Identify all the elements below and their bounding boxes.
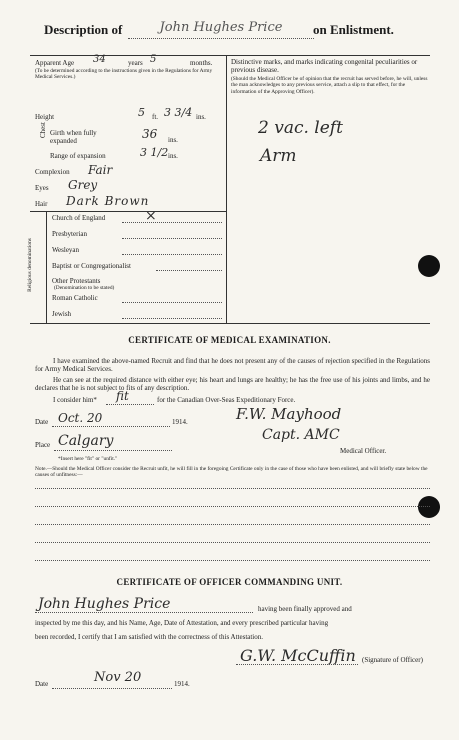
unfitness-line [35, 542, 430, 543]
signature-line [236, 664, 358, 665]
years-label: years [128, 59, 143, 67]
date-line [52, 426, 170, 427]
chest-label: Chest [39, 122, 47, 138]
medical-certificate-heading: CERTIFICATE OF MEDICAL EXAMINATION. [128, 335, 331, 345]
recruit-name: John Hughes Price [159, 20, 283, 35]
commanding-para-line-2: inspected by me this day, and his Name, Age, Date of Attestation, and every prescribed particular having [35, 619, 329, 627]
insert-note: *Insert here "fit" or "unfit." [58, 456, 118, 462]
apparent-age-label: Apparent Age [35, 59, 75, 67]
religion-top-rule [30, 211, 226, 212]
dotted-line [122, 302, 222, 303]
fit-value: fit [116, 389, 129, 403]
age-note: (To be determined according to the instructions given in the Regulations for Army Medical Services.) [35, 68, 213, 81]
medical-date-value: Oct. 20 [58, 411, 103, 425]
expansion-unit: ins. [168, 152, 178, 160]
medical-para-1: I have examined the above-named Recruit and find that he does not present any of the causes of rejection specified in the Regulations for Army Medical Services. [35, 357, 430, 373]
section-rule [30, 323, 430, 324]
religion-group-label: Religious denominations [27, 238, 33, 292]
consider-prefix: I consider him* [53, 396, 97, 404]
religion-other-note: (Denomination to be stated) [54, 285, 115, 291]
distinctive-marks-note: (Should the Medical Officer be of opinion that the recruit has served before, he will, unless the man acknowledges to any previous service, attach a slip to that effect, for the information of the Approving Officer). [231, 76, 428, 95]
name-line [128, 38, 314, 39]
complexion-label: Complexion [35, 168, 70, 176]
commanding-recruit-name: John Hughes Price [38, 596, 171, 612]
commanding-year: 1914. [174, 680, 190, 688]
medical-officer-label: Medical Officer. [340, 447, 387, 455]
distinctive-marks-heading: Distinctive marks, and marks indicating congenital peculiarities or previous disease. [231, 58, 418, 74]
title-suffix: on Enlistment. [313, 22, 394, 37]
dotted-line [122, 238, 222, 239]
expansion-value: 3 1/2 [140, 146, 169, 159]
punch-hole [418, 255, 440, 277]
age-months-value: 5 [150, 54, 157, 65]
having-text: having been finally approved and [258, 605, 352, 613]
height-ins-label: ins. [196, 113, 206, 121]
religion-divider [46, 211, 47, 323]
medical-signature-2: Capt. AMC [262, 427, 340, 443]
recruit-name-line [35, 612, 253, 613]
height-ft-label: ft. [152, 113, 159, 121]
commanding-signature: G.W. McCuffin [240, 646, 356, 665]
commanding-certificate-heading: CERTIFICATE OF OFFICER COMMANDING UNIT. [116, 577, 343, 587]
girth-label: Girth when fully expanded [50, 129, 97, 145]
title-prefix: Description of [44, 22, 123, 37]
medical-note: Note.—Should the Medical Officer consider the Recruit unfit, he will fill in the foregoing Certificate only in the case of those who have been enlisted, and will briefly state below the causes of unfitness:— [35, 466, 428, 479]
distinctive-mark-1: 2 vac. left [258, 118, 343, 138]
age-years-value: 34 [93, 54, 106, 65]
dotted-line [156, 270, 222, 271]
unfitness-line [35, 506, 430, 507]
dotted-line [122, 254, 222, 255]
girth-unit: ins. [168, 136, 178, 144]
girth-value: 36 [142, 127, 158, 141]
hair-value: Dark Brown [66, 194, 150, 208]
religion-baptist: Baptist or Congregationalist [52, 262, 131, 270]
place-value: Calgary [58, 433, 114, 449]
religion-other-protestants: Other Protestants [52, 277, 101, 285]
commanding-para-line-3: been recorded, I certify that I am satisfied with the correctness of this Attestation. [35, 633, 264, 641]
place-label: Place [35, 441, 51, 449]
signature-of-officer-label: (Signature of Officer) [362, 656, 423, 664]
unfitness-line [35, 524, 430, 525]
religion-jewish: Jewish [52, 310, 72, 318]
dotted-line [122, 318, 222, 319]
height-feet-value: 5 [138, 106, 145, 119]
medical-signature-1: F.W. Mayhood [236, 405, 342, 423]
commanding-date-label: Date [35, 680, 49, 688]
religion-selected-mark: × [145, 208, 157, 224]
hair-label: Hair [35, 200, 48, 208]
medical-year: 1914. [172, 418, 188, 426]
fit-line [106, 404, 154, 405]
commanding-date-value: Nov 20 [94, 670, 142, 685]
religion-roman-catholic: Roman Catholic [52, 294, 98, 302]
distinctive-mark-2: Arm [260, 146, 297, 166]
eyes-label: Eyes [35, 184, 49, 192]
complexion-value: Fair [88, 163, 113, 177]
medical-date-label: Date [35, 418, 49, 426]
religion-presbyterian: Presbyterian [52, 230, 87, 238]
months-label: months. [190, 59, 213, 67]
punch-hole [418, 496, 440, 518]
top-rule [30, 55, 430, 56]
expansion-label: Range of expansion [50, 152, 106, 160]
religion-church-of-england: Church of England [52, 214, 106, 222]
unfitness-line [35, 560, 430, 561]
medical-para-2: He can see at the required distance with either eye; his heart and lungs are healthy; he has the free use of his joints and limbs, and he declares that he is not subject to fits of any description. [35, 376, 430, 392]
consider-suffix: for the Canadian Over-Seas Expeditionary Force. [157, 396, 296, 404]
column-divider [226, 55, 227, 323]
place-line [54, 450, 172, 451]
commanding-date-line [52, 688, 172, 689]
height-inches-value: 3 3/4 [164, 106, 193, 119]
unfitness-line [35, 488, 430, 489]
height-label: Height [35, 113, 55, 121]
dotted-line [122, 222, 222, 223]
eyes-value: Grey [68, 178, 98, 192]
religion-wesleyan: Wesleyan [52, 246, 80, 254]
